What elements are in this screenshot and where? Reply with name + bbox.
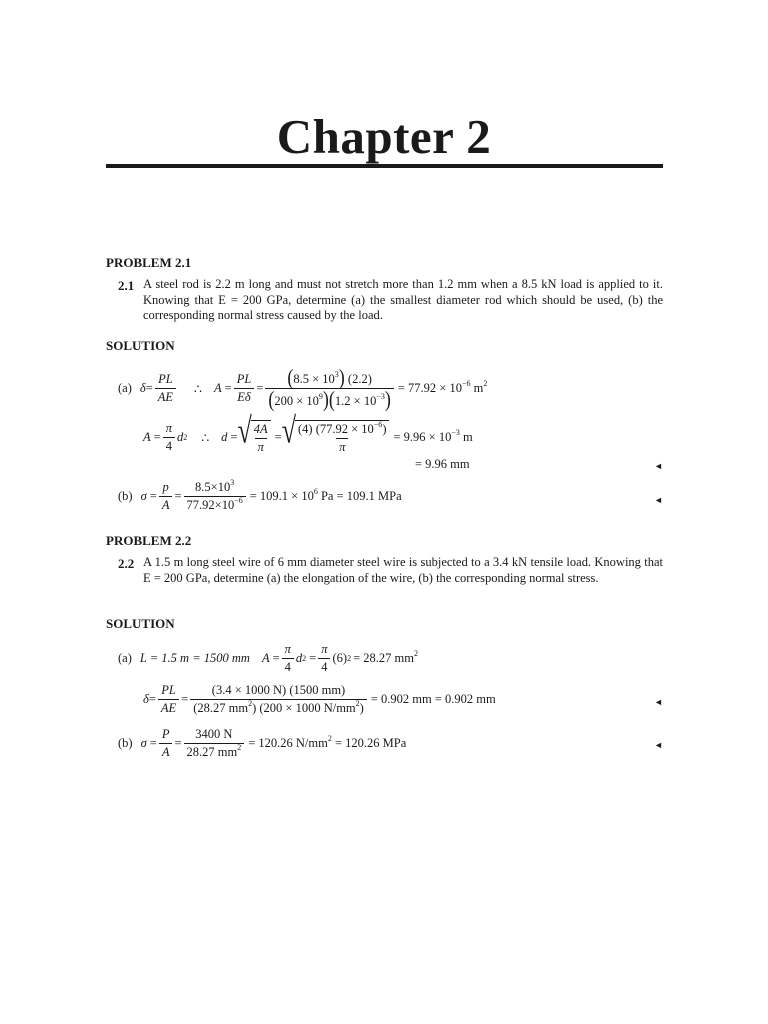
- problem-2-2-heading: PROBLEM 2.2: [106, 533, 192, 548]
- p2-eq-b: (b) σ = $\frac{P}{A}$ = $\frac{3400 N}{28.27 mm^2}$ = 120.26 $N/mm^2 = 120.26$ MPa: [118, 727, 407, 759]
- fraction-pl-ae: $\frac{PL}{AE}$: [155, 372, 176, 405]
- answer-marker-icon: ◄: [654, 461, 663, 471]
- fraction-p-a: $\frac{P}{A}$: [159, 727, 173, 760]
- p2-eq-a2: δ = $\frac{PL}{AE}$ = $\frac{(3.4 \times 1000 N) (1500 mm)}{(28.27 mm^2) (200 \times 1000 N/mm^2)}$ = 0.902 mm = 0.902 mm: [143, 683, 496, 715]
- sqrt-4a-pi: √ $\frac{4A}{\pi}$: [237, 420, 270, 455]
- chapter-title: Chapter 2: [276, 109, 492, 164]
- elongation-result: = 0.902 mm = 0.902 mm: [370, 692, 496, 706]
- p1-eq-a2: A = $\frac{\pi}{4}$ d 2 ∴ d = √ $\frac{4A}{\pi}$ = √ $\frac{(4) (77.92 \times 10^{-6})}{\pi}$ = $9.96 \times 10^{-3}$ m: [143, 410, 473, 454]
- problem-2-2-statement: A 1.5 m long steel wire of 6 mm diameter steel wire is subjected to a 3.4 kN tensile load. Knowing that E = 200 GPa, determine (a) the elongation of the wire, (b) the corresponding normal stress.: [143, 555, 663, 585]
- p1-eq-a1: (a) δ = $\frac{PL}{AE}$ ∴ A = $\frac{PL}{E\delta}$ = $\frac{(8.5 \times 10^3) (2.2)}{(200 \times 10^9)(1.2 \times 10^{-3})}$ = $77.92 \times 10^{-6}$ $m^2$: [118, 364, 488, 412]
- diameter-result-mm: = 9.96 mm: [415, 457, 470, 471]
- sqrt-numeric: √ $\frac{(4) (77.92 \times 10^{-6})}{\pi}$: [282, 420, 390, 455]
- problem-2-2-solution-label: SOLUTION: [106, 616, 175, 631]
- stress-result: = $109.1 \times 10^6$ Pa = 109.1 MPa: [249, 487, 402, 503]
- fraction-pl-edelta: $\frac{PL}{E\delta}$: [234, 372, 255, 405]
- fraction-area-numeric: $\frac{(8.5 \times 10^3) (2.2)}{(200 \times 10^9)(1.2 \times 10^{-3})}$: [265, 368, 394, 409]
- diameter-result: = $9.96 \times 10^{-3}$ m: [393, 428, 473, 444]
- fraction-elongation-numeric: $\frac{(3.4 \times 1000 N) (1500 mm)}{(28.27 mm^2) (200 \times 1000 N/mm^2)}$: [190, 683, 367, 716]
- problem-2-1-heading: PROBLEM 2.1: [106, 255, 192, 270]
- area-result: = 28.27 $mm^2$: [353, 649, 418, 665]
- stress-result: = 120.26 $N/mm^2 = 120.26$ MPa: [248, 734, 407, 750]
- therefore-symbol: ∴: [194, 381, 202, 396]
- answer-marker-icon: ◄: [654, 697, 663, 707]
- fraction-stress-numeric: $\frac{3400 N}{28.27 mm^2}$: [184, 727, 245, 760]
- answer-marker-icon: ◄: [654, 740, 663, 750]
- problem-2-1-solution-label: SOLUTION: [106, 338, 175, 353]
- area-result: = $77.92 \times 10^{-6}$ $m^2$: [397, 379, 488, 395]
- answer-marker-icon: ◄: [654, 495, 663, 505]
- fraction-pi-4: $\frac{\pi}{4}$: [282, 642, 294, 675]
- title-rule: [106, 164, 663, 168]
- problem-2-1-statement: A steel rod is 2.2 m long and must not stretch more than 1.2 mm when a 8.5 kN load is applied to it. Knowing that E = 200 GPa, determine (a) the smallest diameter rod which should be used, (b) the corresponding normal stress caused by the load.: [143, 277, 663, 322]
- problem-2-2-number: 2.2: [118, 556, 135, 571]
- problem-2-1-number: 2.1: [118, 278, 135, 293]
- fraction-pl-ae: $\frac{PL}{AE}$: [158, 683, 179, 716]
- fraction-pi-4: $\frac{\pi}{4}$: [163, 421, 175, 454]
- p1-eq-b: (b) σ = $\frac{p}{A}$ = $\frac{8.5\times 10^3}{77.92\times 10^{-6}}$ = $109.1 \times 10^6$ Pa = 109.1 MPa: [118, 478, 402, 512]
- fraction-p-a: $\frac{p}{A}$: [159, 480, 173, 513]
- p1-a-label: (a): [118, 381, 132, 395]
- fraction-pi-4: $\frac{\pi}{4}$: [318, 642, 330, 675]
- length-equation: L = 1.5 m = 1500 mm: [139, 651, 250, 665]
- fraction-stress-numeric: $\frac{8.5\times 10^3}{77.92\times 10^{-6}}$: [184, 480, 246, 513]
- p2-eq-a1: (a) L = 1.5 m = 1500 mm A = $\frac{\pi}{4}$ d 2 = $\frac{\pi}{4}$ (6) 2 = 28.27 $mm^2$: [118, 642, 418, 674]
